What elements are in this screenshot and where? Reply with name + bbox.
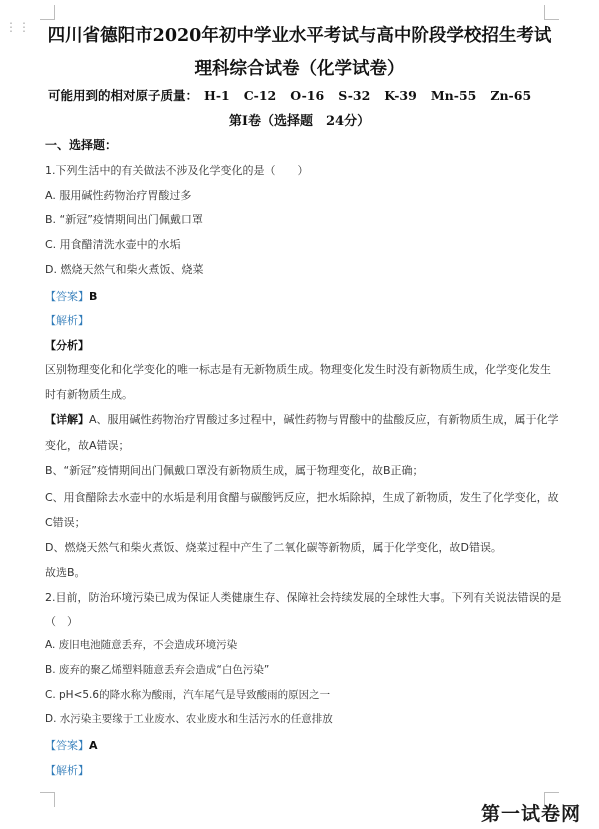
atomic-mass-line <box>48 86 545 104</box>
detail-text: 变化，故A错误； <box>45 439 130 452</box>
page-corner-mark <box>544 5 559 20</box>
detail-text: 故选B。 <box>45 566 86 579</box>
option-b: B. “新冠”疫情期间出门佩戴口罩 <box>45 213 203 226</box>
option-a: A. 废旧电池随意丢弃，不会造成环境污染 <box>45 639 238 651</box>
question-stem: 2.目前，防治环境污染已成为保证人类健康生存、保障社会持续发展的全球性大事。下列有关说法错误的是 <box>45 591 562 604</box>
answer-tag: 【答案】 <box>45 290 89 303</box>
fenxi-text: 时有新物质生成。 <box>45 388 133 401</box>
fenxi-text: 区别物理变化和化学变化的唯一标志是有无新物质生成。物理变化发生时没有新物质生成，化学变化发生 <box>45 363 551 376</box>
option-c: C. pH<5.6的降水称为酸雨，汽车尾气是导致酸雨的原因之一 <box>45 689 331 701</box>
atomic-mass-item: O-16 <box>290 88 325 103</box>
question-stem: 1.下列生活中的有关做法不涉及化学变化的是（ ） <box>45 164 309 177</box>
section-title: 第I卷（选择题 24分） <box>228 114 371 129</box>
atomic-mass-item: S-32 <box>338 88 371 103</box>
analysis-tag: 【解析】 <box>45 314 89 327</box>
detail-line <box>45 411 559 427</box>
answer-line <box>45 288 97 304</box>
detail-tag: 【详解】 <box>45 413 89 426</box>
answer-line <box>45 737 98 753</box>
question-stem: （ ） <box>45 615 78 628</box>
answer-tag: 【答案】 <box>45 739 89 752</box>
detail-text: A、服用碱性药物治疗胃酸过多过程中，碱性药物与胃酸中的盐酸反应，有新物质生成，属于化学 <box>89 413 559 426</box>
analysis-tag: 【解析】 <box>45 764 89 777</box>
detail-text: D、燃烧天然气和柴火煮饭、烧菜过程中产生了二氧化碳等新物质，属于化学变化，故D错误。 <box>45 541 502 554</box>
page-subtitle: 理科综合试卷（化学试卷） <box>194 59 405 79</box>
option-d: D. 燃烧天然气和柴火煮饭、烧菜 <box>45 263 204 276</box>
option-c: C. 用食醋清洗水壶中的水垢 <box>45 238 181 251</box>
part-heading: 一、选择题： <box>45 138 118 152</box>
answer-value: A <box>89 739 98 752</box>
atomic-mass-item: Mn-55 <box>430 88 477 103</box>
atomic-mass-label: 可能用到的相对原子质量： <box>48 88 199 103</box>
drag-handle-icon[interactable]: ⋮⋮ <box>5 20 31 34</box>
answer-value: B <box>89 290 98 303</box>
atomic-mass-item: H-1 <box>204 88 230 103</box>
detail-text: C、用食醋除去水壶中的水垢是利用食醋与碳酸钙反应，把水垢除掉，生成了新物质，发生了化学变化，故 <box>45 491 559 504</box>
option-d: D. 水污染主要缘于工业废水、农业废水和生活污水的任意排放 <box>45 713 333 725</box>
atomic-mass-item: Zn-65 <box>490 88 532 103</box>
detail-text: B、“新冠”疫情期间出门佩戴口罩没有新物质生成，属于物理变化，故B正确； <box>45 464 424 477</box>
atomic-mass-item: K-39 <box>384 88 417 103</box>
watermark-logo: 第一试卷网 <box>480 803 581 825</box>
atomic-mass-item: C-12 <box>243 88 277 103</box>
option-a: A. 服用碱性药物治疗胃酸过多 <box>45 189 192 202</box>
option-b: B. 废弃的聚乙烯塑料随意丢弃会造成“白色污染” <box>45 664 270 676</box>
page-corner-mark <box>40 5 55 20</box>
detail-text: C错误； <box>45 516 86 529</box>
fenxi-tag: 【分析】 <box>45 339 89 352</box>
page-title: 四川省德阳市2020年初中学业水平考试与高中阶段学校招生考试 <box>47 26 552 46</box>
page-corner-mark <box>40 792 55 807</box>
